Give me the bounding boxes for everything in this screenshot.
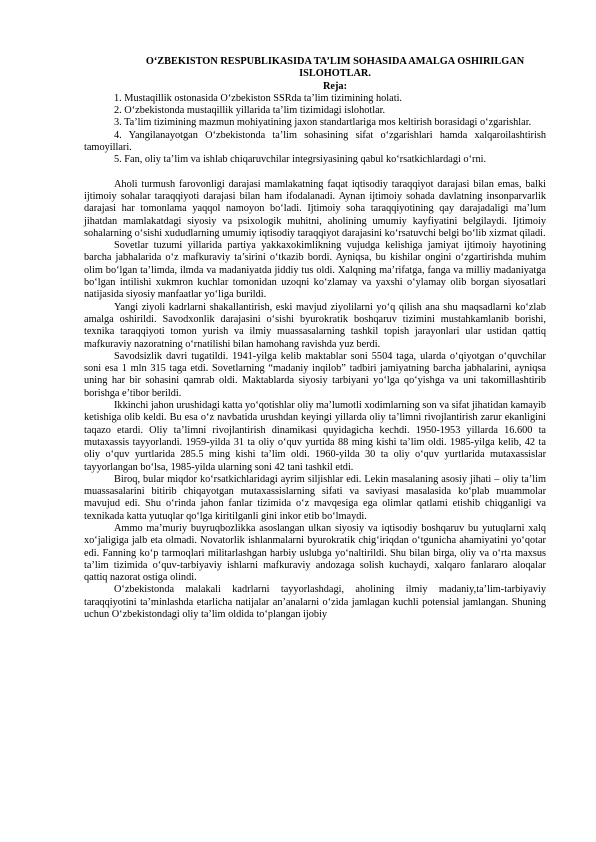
- body-paragraph: Biroq, bular miqdor ko‘rsatkichlaridagi ayrim siljishlar edi. Lekin masalaning asosiy jihati – oliy ta’lim muassasalarini bitirib chiqayotgan mutaxassislarning sifati va saviyasi masalasida ko‘plab muammolar mavujud edi. Shu o‘rinda jahon fanlar tizimida o‘z mavqesiga ega olimlar qatlami etishib chiqganligi va texnikada katta yutuqlar qo‘lga kiritilganli gini inkor etib bo‘lmaydi.: [84, 473, 546, 522]
- body-paragraph: Savodsizlik davri tugatildi. 1941-yilga kelib maktablar soni 5504 taga, ularda o‘qiyotgan o‘quvchilar soni esa 1 mln 315 taga etdi. Sovetlarning “madaniy inqilob” tadbiri jamiyatning barcha jabhalarini, ayniqsa uning har bir sohasini qamrab oldi. Maktablarda siyosiy tarbiyani yo‘lga qo‘yishga va uni takomillashtirib borishga e’tibor berildi.: [84, 350, 546, 399]
- plan-heading: Reja:: [322, 80, 347, 92]
- plan-item: 3. Ta’lim tizimining mazmun mohiyatining jaxon standartlariga mos keltirish borasidagi o‘zgarishlar.: [114, 117, 532, 129]
- plan-item: 1. Mustaqillik ostonasida O‘zbekiston SSRda ta’lim tizimining holati.: [114, 92, 403, 104]
- plan-item: 2. O‘zbekistonda mustaqillik yillarida ta’lim tizimidagi islohotlar.: [114, 105, 386, 117]
- body-paragraph: Sovetlar tuzumi yillarida partiya yakkaxokimlikning vujudga kelishiga jamiyat ijtimoiy hayotining barcha jabhalarida o‘z mafkuraviy ta’sirini o‘tkazib bordi. Ayniqsa, bu kishilar ongini o‘zgartirishda muhim olim bo‘lgan ta’limda, ilmda va madaniyatda jiddiy tus oldi. Xalqning ma’rifatga, fanga va milliy madaniyatga bo‘lgan intilishi xukmron kuchlar tomonidan uzoqni ko‘zlamay va yaxshi o‘ylamay olib borgan siyosatlari natijasida siyosiy manfaatlar yo‘liga burildi.: [84, 240, 546, 301]
- document-title: O‘ZBEKISTON RESPUBLIKASIDA TA’LIM SOHASIDA AMALGA OSHIRILGAN ISLOHOTLAR.: [145, 56, 525, 80]
- body-paragraph: O‘zbekistonda malakali kadrlarni tayyorlashdagi, aholining ilmiy madaniy,ta’lim-tarbiyaviy taraqqiyotini ta’minlashda etarlicha natijalar an’analarni o‘zida jamlagan kuchli potensial jamlangan. Shuning uchun O‘zbekistondagi oliy ta’lim oldida to‘plangan ijobiy: [84, 584, 546, 621]
- body-paragraph: Aholi turmush farovonligi darajasi mamlakatning faqat iqtisodiy taraqqiyot darajasi bilan emas, balki ijtimoiy sohalar taraqqiyoti darajasi bilan ham ifodalanadi. Aynan ijtimoiy sohada davlatning insonparvarlik darajasi har tomonlama yaqqol namoyon bo‘ladi. Ijtimoiy soha taraqqiyotining qay darajadaligi ma’lum jihatdan mamlakatdagi siyosiy va psixologik muhitni, aholining umumiy kayfiyatini belgilaydi. Ijtimoiy sohalarning o‘sishi xududlarning umumiy iqtisodiy taraqqiyot darajasini ko‘rsatuvchi belgi bo‘lib xizmat qiladi.: [84, 178, 546, 239]
- plan-item: 4. Yangilanayotgan O‘zbekistonda ta’lim sohasining sifat o‘zgarishlari hamda xalqaroilashtirish tamoyillari.: [84, 129, 546, 154]
- section-gap: [84, 167, 546, 179]
- plan-item: 5. Fan, oliy ta’lim va ishlab chiqaruvchilar integrsiyasining qabul ko‘rsatkichlardagi o‘rni.: [114, 154, 487, 166]
- body-paragraph: Ammo ma’muriy buyruqbozlikka asoslangan ulkan siyosiy va iqtisodiy boshqaruv bu yutuqlarni xalq xo‘jaligiga jalb eta olmadi. Novatorlik ishlanmalarni byurokratik chig‘iriqdan o‘tgunicha ahamiyatini yo‘qotar edi. Fanning ko‘p tarmoqlari militarlashgan harbiy uslubga yo‘naltirildi. Shu bilan birga, oliy va o‘rta maxsus ta’lim tizimida o‘quv-tarbiyaviy ishlarni mafkuraviy andozaga solish kuchaydi, xalqaro fanlararo aloqalar qattiq nazorat ostiga olindi.: [84, 522, 546, 584]
- body-paragraph: Yangi ziyoli kadrlarni shakallantirish, eski mavjud ziyolilarni yo‘q qilish ana shu maqsadlarni ko‘zlab amalga oshirildi. Savodxonlik darajasini o‘sishi byurokratik boshqaruv tizimini mustahkamlanib borishi, texnika taraqqiyoti tomon yurish va ilmiy muassasalarning tashkil topish jarayonlari ular ustidan qattiq mafkuraviy nazoratning o‘rnatilishi bilan hamohang ravishda yuz berdi.: [84, 301, 546, 350]
- document-page: [84, 56, 546, 621]
- plan-list: [84, 93, 546, 167]
- body-paragraph: Ikkinchi jahon urushidagi katta yo‘qotishlar oliy ma’lumotli xodimlarning son va sifat jihatidan kamayib ketishiga olib keldi. Bu esa o‘z navbatida urushdan keyingi yillarda oliy ta’limni rivojlantirish zarur ekanligini taqazo etardi. Oliy ta’limni rivojlantirish dinamikasi quyidagicha kechdi. 1950-1953 yillarda 16.600 ta mutaxassis tayyorlandi. 1959-yilda 31 ta oliy o‘quv yurtida 88 ming kishi ta’lim oldi. 1985-yilga kelib, 42 ta oliy o‘quv yurtlarida 285.5 ming kishi ta’lim oldi. 1960-yilda 30 ta oliy o‘quv yurtlarida mutaxassislar tayyorlangan bo‘lsa, 1985-yilda ularning soni 42 tani tashkil etdi.: [84, 400, 546, 473]
